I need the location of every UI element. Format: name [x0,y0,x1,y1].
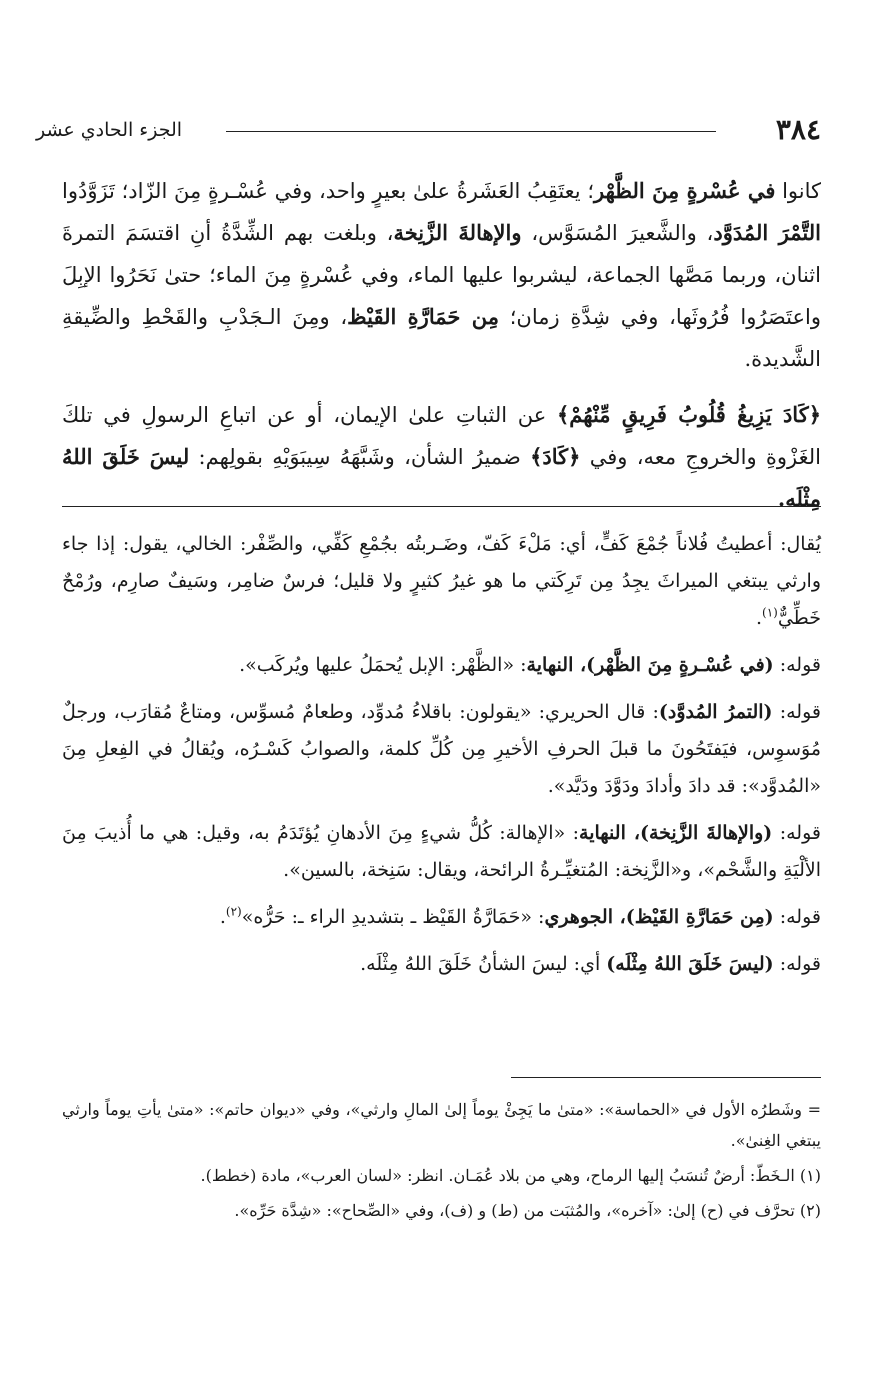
lemma: (في عُسْـرةٍ مِنَ الظَّهْر)، النهاية [526,654,774,676]
lemma: (والإهالةَ الزَّنِخة)، النهاية [579,822,773,844]
quoted-phrase: التَّمْرَ المُدَوَّد [713,220,822,245]
text-span: ؛ يعتَقِبُ العَشَرةُ علىٰ بعيرٍ واحد، وفي عُسْـرةٍ مِنَ الزّاد؛ تَزَوَّدُوا [62,179,595,203]
commentary-paragraph-4 [62,815,821,889]
lemma: (مِن حَمَارَّةِ القَيْظ)، الجوهري [544,906,774,928]
footnote-continuation: = وشَطرُه الأول في «الحماسة»: «متىٰ ما يَجِئْ يوماً إلىٰ المالِ وارثي»، وفي «ديوان حاتم»: «متىٰ يأتِ يوماً وارثي يبتغي الغِنىٰ». [62,1100,821,1150]
quoted-phrase: والإهالةَ الزَّنِخة [393,220,522,245]
footnotes [62,1094,821,1230]
footnote-1: (١) الـخَطّ: أرضٌ تُنسَبُ إليها الرماح، وهي من بلاد عُمَـان. انظر: «لسان العرب»، مادة (خطط). [200,1166,821,1185]
text-span: أي: ليسَ الشأنُ خَلَقَ اللهُ مِثْلَه. [360,953,607,975]
commentary [62,526,821,993]
header-rule [226,131,716,132]
text-span: : «الإهالة: كُلُّ شيءٍ مِنَ الأدهانِ يُؤتَدَمُ به، وقيل: هي ما أُذيبَ مِنَ الألْيَةِ والشَّحْم»، و«الزَّنِخة: المُتغيِّـرةُ الرائحة، ويقال: سَنِخة، بالسين». [62,822,821,881]
text-span: : «حَمَارَّةُ القَيْظ ـ بتشديدِ الراء ـ: حَرُّه» [241,906,545,928]
running-title: الجزء الحادي عشر [36,119,183,141]
main-paragraph-1 [62,170,821,380]
text-span: قوله: [773,953,821,975]
commentary-paragraph-1 [62,526,821,637]
quoted-phrase: ليسَ خَلَقَ اللهُ مِثْلَه. [62,444,821,511]
main-text [62,170,821,520]
text-span: قوله: [773,906,821,928]
footnote-2: (٢) تحرَّف في (ح) إلىٰ: «آخره»، والمُثبَت من (ط) و (ف)، وفي «الصِّحاح»: «شِدَّة حَرِّه». [234,1201,821,1220]
section-divider [62,506,821,507]
quran-quote: ﴿كَادَ يَزِيغُ قُلُوبُ فَرِيقٍ مِّنْهُمْ﴾ [557,402,821,427]
lemma: (ليسَ خَلَقَ اللهُ مِثْلَه) [606,953,774,975]
text-span: يُقال: أعطيتُ فُلاناً جُمْعَ كَفٍّ، أي: مَلْءَ كَفّ، وضَـربتُه بجُمْعِ كَفِّي، والصِّفْر: الخالي، يقول: إذا جاء وارثي يبتغي الميراثَ يجِدُ مِن تَرِكَتي ما هو غيرُ كثيرٍ ولا قليل؛ فرسٌ ضامِر، وسَيفٌ صارِم، ورُمْحٌ خَطِّيٌّ [62,533,821,629]
text-span: عن الثباتِ علىٰ الإيمان، أو عن اتباعِ الرسولِ في تلكَ الغَزْوةِ والخروجِ معه، وفي [62,403,821,469]
text-span: . [219,906,226,928]
commentary-paragraph-2 [62,647,821,684]
footnote-divider [511,1077,821,1078]
lemma: (التمرُ المُدوَّد) [658,701,773,723]
footnote-ref[interactable]: (٢) [225,904,242,919]
text-span: ، ومِنَ الـجَدْبِ والقَحْطِ والضِّيقةِ الشَّديدة. [62,305,821,371]
quoted-phrase: في عُسْرةٍ مِنَ الظَّهْر [594,178,776,203]
text-span: : «الظَّهْر: الإبل يُحمَلُ عليها ويُركَب». [239,654,527,676]
page-header [36,108,821,152]
text-span: قوله: [772,701,821,723]
commentary-paragraph-5 [62,899,821,936]
commentary-paragraph-6 [62,946,821,983]
text-span: قوله: [772,822,821,844]
text-span: قوله: [773,654,821,676]
text-span: : قال الحريري: «يقولون: باقلاءُ مُدوِّد، وطعامٌ مُسوِّس، ومتاعٌ مُقارَب، ورجلٌ مُوَسوِس، فيَفتَحُونَ ما قبلَ الحرفِ الأخيرِ مِن كُلِّ كلمة، والصوابُ كَسْـرُه، ويُقالُ في الفِعلِ مِنَ «المُدوَّد»: قد دادَ وأدادَ ودَوَّدَ ودَيَّد». [62,701,821,797]
text-span: ، والشَّعيرَ المُسَوَّس، [521,221,714,245]
page-number: ٣٨٤ [775,113,821,146]
quoted-phrase: مِن حَمَارَّةِ القَيْظ [347,304,499,329]
text-span: . [755,607,762,629]
text-span: ضميرُ الشأن، وشَبَّهَهُ سِيبَوَيْهِ بقولِهم: [189,445,531,469]
quran-quote: ﴿كَادَ﴾ [530,444,581,469]
text-span: كانوا [775,179,821,203]
text-span: ، وبلغت بهم الشِّدَّةُ أنِ اقتسَمَ التمرةَ اثنان، وربما مَصَّها الجماعة، ليشربوا عليها الماء، وفي عُسْرةٍ مِنَ الماء؛ حتىٰ نَحَرُوا الإبِلَ واعتَصَرُوا فُرُوثَها، وفي شِدَّةِ زمان؛ [62,221,821,329]
main-paragraph-2 [62,394,821,520]
commentary-paragraph-3 [62,694,821,805]
footnote-ref[interactable]: (١) [762,605,778,620]
